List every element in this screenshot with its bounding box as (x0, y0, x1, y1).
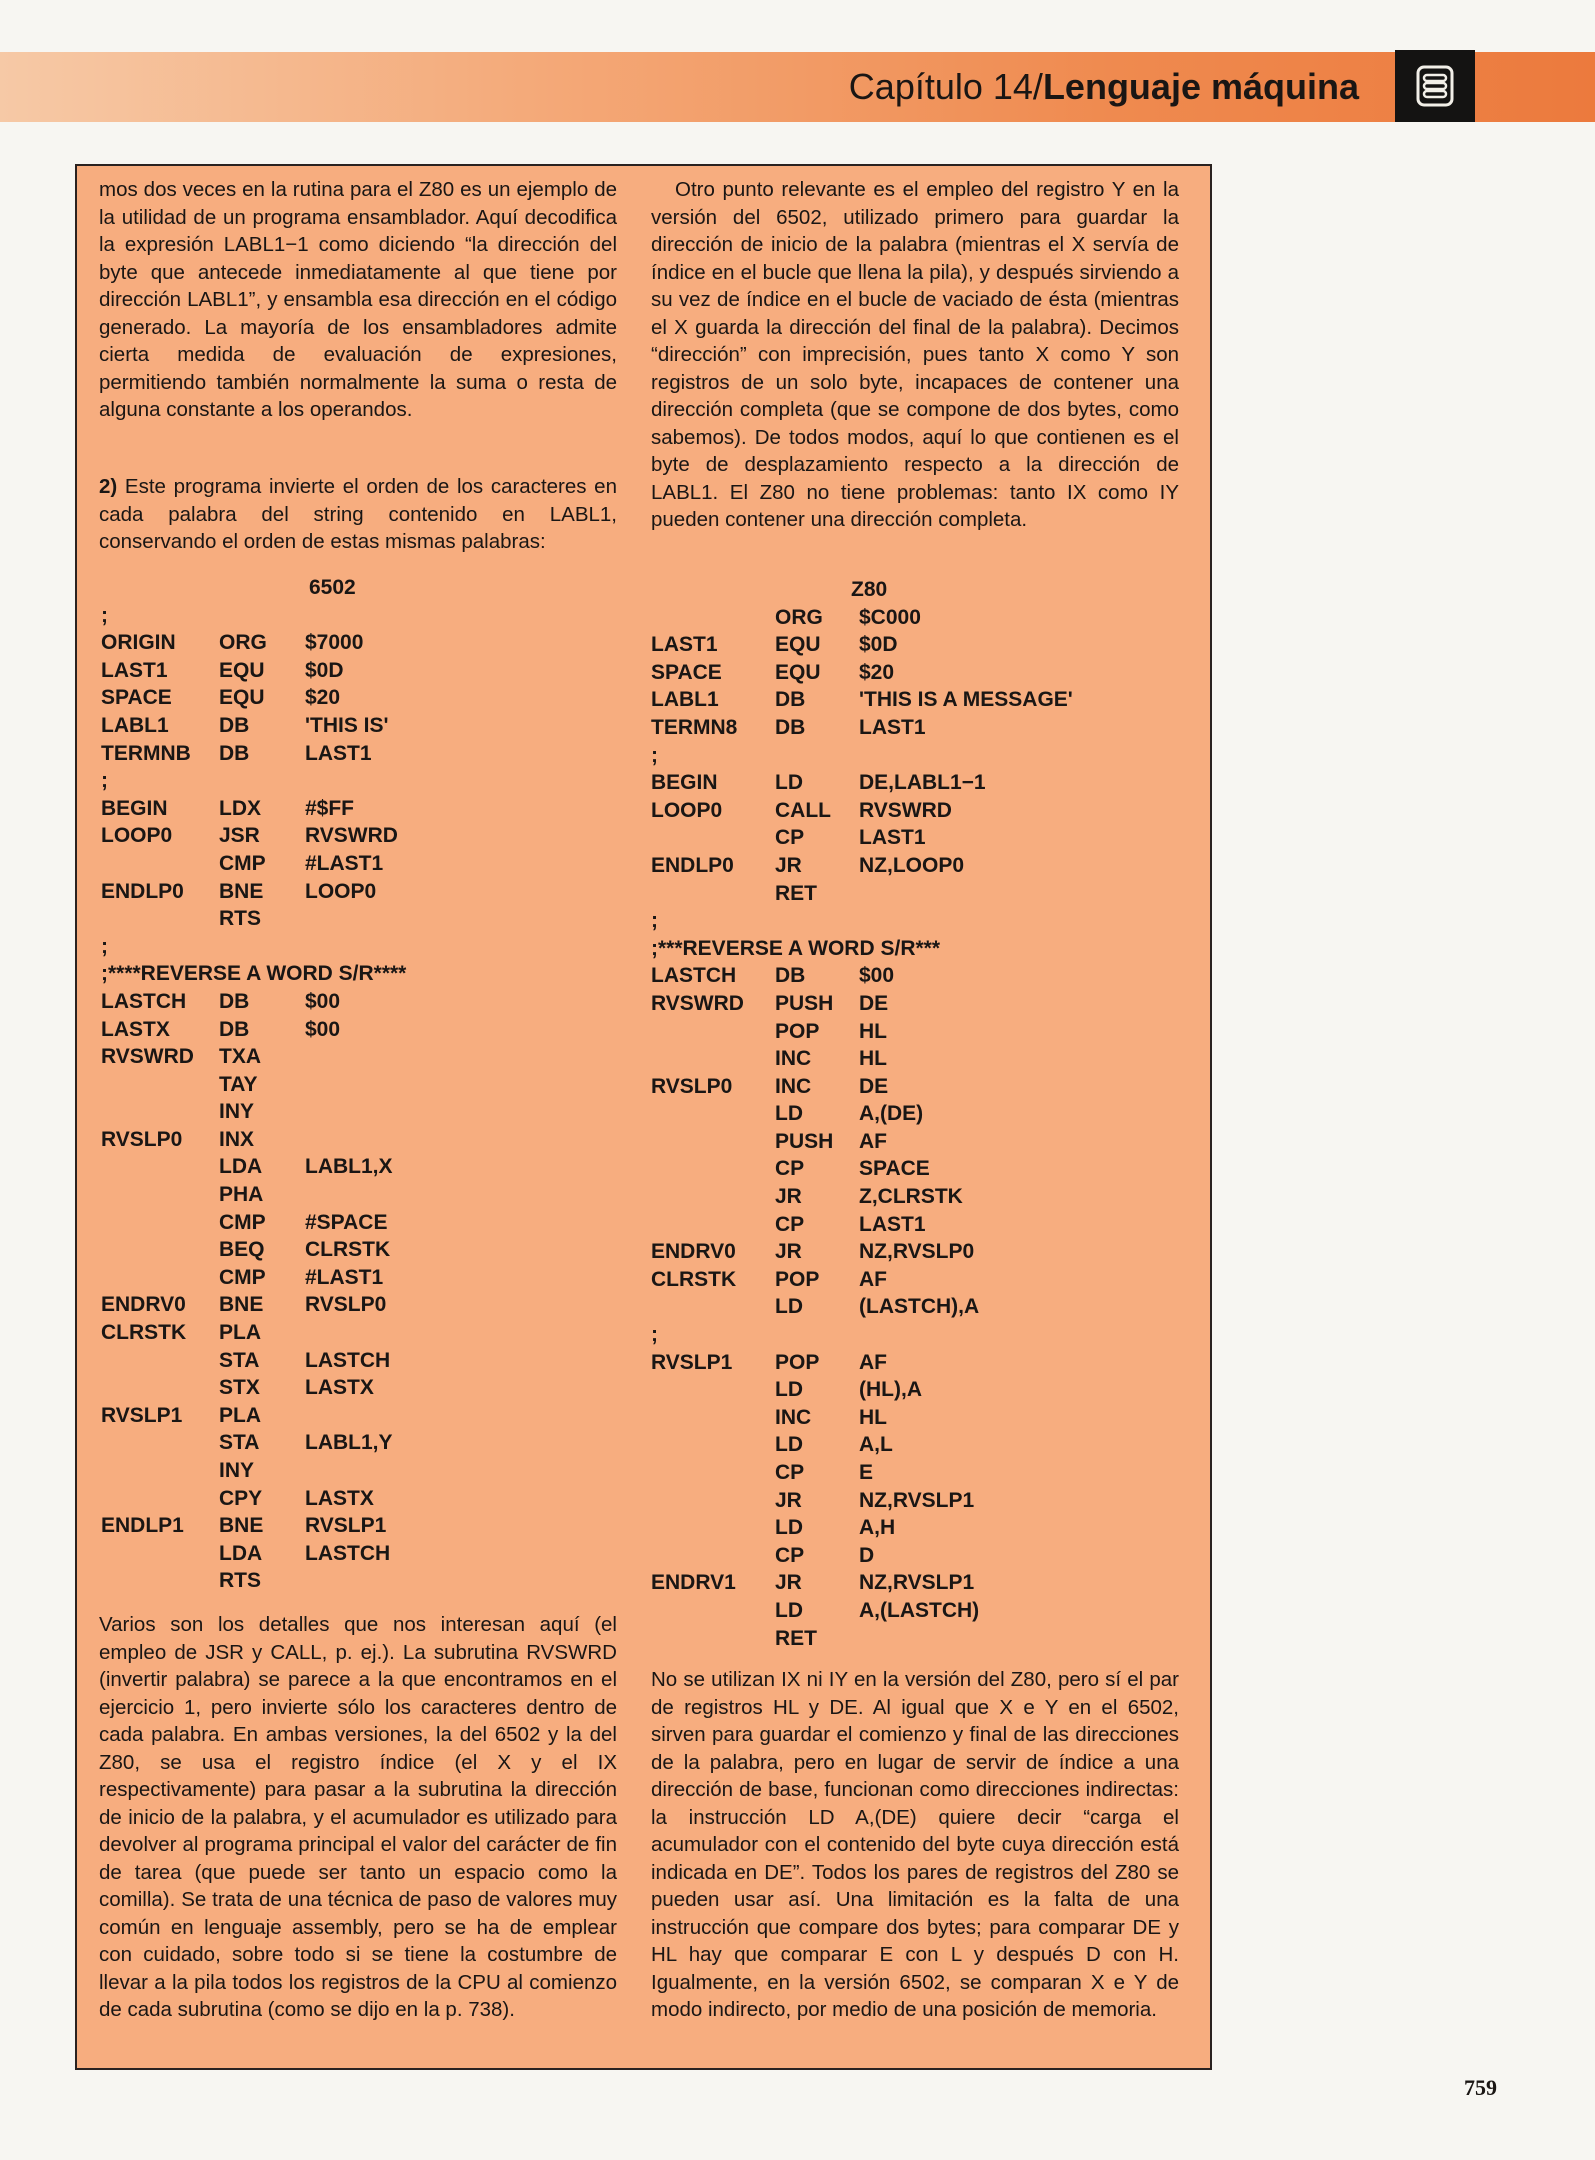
code-operand: LOOP0 (305, 879, 377, 903)
code-line (651, 1321, 1179, 1349)
code-opcode: LD (775, 1378, 803, 1402)
code-operand: SPACE (859, 1157, 930, 1181)
code-opcode: EQU (775, 633, 821, 657)
code-opcode: JR (775, 1185, 802, 1209)
code-operand: (LASTCH),A (859, 1295, 980, 1319)
code-opcode: STA (219, 1431, 260, 1455)
code-opcode: LDX (219, 796, 261, 820)
code-opcode: DB (775, 715, 806, 739)
code-line (99, 1567, 617, 1595)
code-opcode: RTS (219, 1569, 261, 1593)
right-paragraph-1: Otro punto relevante es el empleo del registro Y en la versión del 6502, utilizado primero para guardar la dirección de inicio de la palabra (mientras el X servía de índice en el bucle que llena la pila), y después sirviendo a su vez de índice en el bucle de vaciado de ésta (mientras el X guarda la dirección del final de la palabra). Decimos “dirección” con imprecisión, pues tanto X como Y son registros de un solo byte, incapaces de contener una dirección completa (que se compone de dos bytes, como sabemos). De todos modos, aquí lo que contienen es el byte de desplazamiento respecto a la dirección de LABL1. El Z80 no tiene problemas: tanto IX como IY pueden contener una dirección completa. (651, 178, 1179, 531)
code-line (651, 1514, 1179, 1542)
code-opcode: INY (219, 1459, 255, 1482)
code-label: ENDLP0 (101, 879, 184, 903)
code-operand: E (859, 1461, 874, 1484)
code-operand: AF (859, 1267, 887, 1291)
code-line (651, 631, 1179, 659)
chapter-icon-box (1395, 50, 1475, 122)
code-opcode: CMP (219, 1210, 266, 1234)
code-operand: AF (859, 1350, 887, 1374)
code-line (99, 1071, 617, 1099)
code-line (651, 769, 1179, 797)
code-label: LAST1 (651, 633, 718, 657)
code-listing-6502 (99, 574, 617, 1595)
code-opcode: POP (775, 1350, 820, 1374)
code-opcode: LD (775, 1516, 803, 1540)
code-label: RVSWRD (101, 1045, 194, 1069)
code-opcode: LD (775, 1102, 803, 1126)
code-opcode: TXA (219, 1045, 261, 1069)
code-opcode: INY (219, 1100, 255, 1124)
code-operand: DE (859, 991, 889, 1015)
code-operand: RVSWRD (305, 824, 398, 848)
code-line (651, 852, 1179, 880)
code-line (99, 1153, 617, 1181)
code-line (651, 1073, 1179, 1101)
code-label: CLRSTK (651, 1267, 737, 1291)
code-opcode: CP (775, 1543, 805, 1567)
code-line (99, 1374, 617, 1402)
code-line (99, 657, 617, 685)
code-operand: RVSWRD (859, 798, 952, 822)
code-label: ; (101, 769, 108, 793)
code-operand: HL (859, 1405, 887, 1429)
code-opcode: CP (775, 1212, 805, 1236)
code-line (651, 659, 1179, 687)
code-line (651, 1349, 1179, 1377)
code-operand: $00 (859, 964, 895, 988)
code-label: ENDRV0 (651, 1240, 736, 1264)
code-label: ;****REVERSE A WORD S/R**** (101, 962, 407, 986)
code-label: ORIGIN (101, 631, 176, 655)
code-label: LABL1 (101, 713, 169, 737)
code-opcode: RET (775, 881, 817, 905)
code-opcode: BEQ (219, 1238, 265, 1262)
code-operand: A,(LASTCH) (859, 1598, 980, 1622)
code-operand: LASTX (305, 1486, 374, 1510)
code-line (651, 714, 1179, 742)
code-line (651, 1238, 1179, 1266)
code-line (99, 767, 617, 795)
code-opcode: DB (219, 1017, 250, 1041)
code-line (651, 990, 1179, 1018)
code-operand: 'THIS IS' (305, 713, 389, 737)
code-line (651, 1183, 1179, 1211)
code-label: BEGIN (101, 796, 168, 820)
code-label: SPACE (651, 660, 722, 684)
code-opcode: TAY (219, 1072, 258, 1096)
code-operand: LABL1,Y (305, 1431, 393, 1455)
code-operand: NZ,RVSLP1 (859, 1488, 975, 1512)
code-line (651, 1293, 1179, 1321)
code-line (651, 962, 1179, 990)
code-operand: LAST1 (305, 741, 372, 765)
code-operand: #LAST1 (305, 1265, 384, 1289)
code-opcode: JR (775, 1488, 802, 1512)
code-line (99, 795, 617, 823)
code-line (99, 1402, 617, 1430)
left-paragraph-1: mos dos veces en la rutina para el Z80 es un ejemplo de la utilidad de un programa ensamblador. Aquí decodifica la expresión LABL1−1 como diciendo “la dirección del byte que antecede inmediatamente al que tiene por dirección LABL1”, y ensambla esa dirección en el código generado. La mayoría de los ensambladores admite cierta medida de evaluación de expresiones, permitiendo también normalmente la suma o resta de alguna constante a los operandos. (99, 178, 617, 421)
code-opcode: ORG (219, 631, 267, 655)
code-opcode: INC (775, 1074, 812, 1098)
code-line (651, 797, 1179, 825)
code-opcode: LDA (219, 1155, 263, 1179)
code-line (651, 686, 1179, 714)
code-line (99, 960, 617, 988)
code-opcode: CP (775, 1157, 805, 1181)
code-opcode: LD (775, 771, 803, 795)
code-operand: RVSLP0 (305, 1293, 387, 1317)
code-line (99, 740, 617, 768)
code-opcode: JR (775, 1571, 802, 1595)
code-title-z80: Z80 (851, 578, 888, 601)
code-operand: #SPACE (305, 1210, 388, 1234)
code-line (651, 1459, 1179, 1487)
code-line (99, 1043, 617, 1071)
code-opcode: BNE (219, 1514, 264, 1538)
code-operand: D (859, 1543, 875, 1567)
code-operand: LABL1,X (305, 1155, 393, 1179)
code-line (99, 602, 617, 630)
code-line (99, 1236, 617, 1264)
code-label: ;***REVERSE A WORD S/R*** (651, 936, 940, 960)
code-line (99, 988, 617, 1016)
code-operand: NZ,RVSLP0 (859, 1240, 975, 1264)
code-operand: 'THIS IS A MESSAGE' (859, 688, 1073, 712)
code-operand: $0D (859, 633, 898, 657)
code-title-6502: 6502 (309, 576, 356, 599)
code-line (99, 1457, 617, 1485)
code-label: ; (651, 1323, 658, 1347)
code-label: ; (101, 934, 108, 958)
code-label: LAST1 (101, 658, 168, 682)
code-line (99, 1264, 617, 1292)
chapter-name: Lenguaje máquina (1042, 66, 1359, 107)
code-opcode: DB (219, 713, 250, 737)
code-label: ENDRV0 (101, 1293, 186, 1317)
code-operand: LAST1 (859, 1212, 926, 1236)
code-line (651, 1128, 1179, 1156)
code-line (99, 878, 617, 906)
code-label: LOOP0 (651, 798, 723, 822)
code-line (651, 880, 1179, 908)
code-opcode: INX (219, 1127, 255, 1151)
code-opcode: POP (775, 1267, 820, 1291)
code-opcode: DB (219, 989, 250, 1013)
code-listing-z80 (651, 576, 1179, 1652)
code-line (651, 604, 1179, 632)
code-opcode: PUSH (775, 991, 834, 1015)
code-line (99, 1429, 617, 1457)
code-opcode: CALL (775, 798, 831, 822)
code-operand: $7000 (305, 631, 364, 655)
code-label: ; (651, 743, 658, 767)
page-number: 759 (1464, 2075, 1497, 2100)
code-line (99, 1098, 617, 1126)
code-opcode: PUSH (775, 1129, 834, 1153)
code-line (651, 1487, 1179, 1515)
code-line (651, 742, 1179, 770)
code-line (99, 629, 617, 657)
code-label: LABL1 (651, 688, 719, 712)
code-operand: HL (859, 1047, 887, 1071)
code-line (651, 824, 1179, 852)
code-opcode: POP (775, 1019, 820, 1043)
code-opcode: LD (775, 1598, 803, 1622)
code-label: ; (101, 603, 108, 627)
code-opcode: LD (775, 1433, 803, 1457)
code-operand: #$FF (305, 796, 355, 820)
code-opcode: INC (775, 1047, 812, 1071)
code-label: ENDLP0 (651, 853, 734, 877)
code-line (651, 1211, 1179, 1239)
code-line (99, 1347, 617, 1375)
code-operand: $0D (305, 658, 344, 682)
code-line (651, 1266, 1179, 1294)
code-line (651, 1155, 1179, 1183)
code-line (99, 1512, 617, 1540)
code-line (99, 684, 617, 712)
left-paragraph-2-text: Este programa invierte el orden de los caracteres en cada palabra del string contenido en LABL1, conservando el orden de estas mismas palabras: (99, 475, 617, 553)
code-line (651, 1018, 1179, 1046)
code-operand: NZ,LOOP0 (859, 853, 965, 877)
code-label: RVSLP1 (651, 1350, 733, 1374)
code-operand: HL (859, 1019, 887, 1043)
code-operand: $20 (305, 686, 341, 710)
code-opcode: EQU (219, 658, 265, 682)
code-label: RVSWRD (651, 991, 744, 1015)
code-operand: DE (859, 1074, 889, 1098)
chapter-title (849, 62, 1359, 112)
code-operand: #LAST1 (305, 851, 384, 875)
code-opcode: DB (775, 964, 806, 988)
code-opcode: JSR (219, 824, 260, 848)
code-line (99, 905, 617, 933)
code-line (651, 1045, 1179, 1073)
code-opcode: CMP (219, 1265, 266, 1289)
code-line (99, 850, 617, 878)
code-operand: LAST1 (859, 826, 926, 850)
code-line (99, 1540, 617, 1568)
code-operand: A,H (859, 1516, 896, 1540)
code-label: ENDLP1 (101, 1514, 184, 1538)
code-opcode: BNE (219, 1293, 264, 1317)
code-label: CLRSTK (101, 1321, 187, 1345)
code-opcode: STA (219, 1348, 260, 1372)
code-opcode: CP (775, 826, 805, 850)
code-operand: DE,LABL1−1 (859, 771, 986, 795)
code-line (99, 712, 617, 740)
code-operand: Z,CLRSTK (859, 1185, 963, 1209)
code-line (651, 1431, 1179, 1459)
code-opcode: CP (775, 1461, 805, 1484)
code-opcode: BNE (219, 879, 264, 903)
code-opcode: JR (775, 1240, 802, 1264)
code-label: RVSLP0 (651, 1074, 733, 1098)
left-paragraph-3: Varios son los detalles que nos interesan aquí (el empleo de JSR y CALL, p. ej.). La subrutina RVSWRD (invertir palabra) se parece a la que encontramos en el ejercicio 1, pero invierte sólo los caracteres dentro de cada palabra. En ambas versiones, la del 6502 y la del Z80, se usa el registro índice (el X y el IX respectivamente) para pasar a la subrutina la dirección de inicio de la palabra, y el acumulador es utilizado para devolver al programa principal el valor del carácter de fin de tarea (que puede ser tanto un espacio como la comilla). Se trata de una técnica de paso de valores muy común en lenguaje assembly, pero se ha de emplear con cuidado, sobre todo si se tiene la costumbre de llevar a la pila todos los registros de la CPU al comienzo de cada subrutina (como se dijo en la p. 738). (99, 1613, 617, 2021)
code-operand: $00 (305, 1017, 341, 1041)
code-label: BEGIN (651, 771, 718, 795)
code-line (651, 1542, 1179, 1570)
book-stack-icon (1415, 64, 1455, 108)
code-label: ; (651, 909, 658, 933)
code-line (99, 1016, 617, 1044)
code-opcode: LDA (219, 1541, 263, 1565)
code-line (651, 1625, 1179, 1653)
code-operand: AF (859, 1129, 887, 1153)
code-label: TERMNB (101, 741, 191, 765)
code-opcode: STX (219, 1376, 260, 1400)
code-label: RVSLP0 (101, 1127, 183, 1151)
code-line (651, 1100, 1179, 1128)
code-line (651, 935, 1179, 963)
code-line (99, 1291, 617, 1319)
code-operand: $C000 (859, 605, 921, 629)
code-operand: CLRSTK (305, 1238, 391, 1262)
code-line (99, 1319, 617, 1347)
code-opcode: RTS (219, 907, 261, 931)
code-opcode: INC (775, 1405, 812, 1429)
code-operand: A,L (859, 1433, 893, 1457)
code-line (651, 907, 1179, 935)
code-operand: RVSLP1 (305, 1514, 387, 1538)
code-opcode: PLA (219, 1321, 261, 1345)
code-line (99, 1209, 617, 1237)
code-label: LOOP0 (101, 824, 173, 848)
code-label: SPACE (101, 686, 172, 710)
code-operand: LASTCH (305, 1348, 391, 1372)
code-label: TERMN8 (651, 715, 738, 739)
code-line (651, 1597, 1179, 1625)
code-label: LASTCH (651, 964, 737, 988)
code-operand: LASTX (305, 1376, 374, 1400)
code-label: LASTX (101, 1017, 170, 1041)
code-line (99, 822, 617, 850)
code-operand: NZ,RVSLP1 (859, 1571, 975, 1595)
chapter-label: Capítulo 14/ (848, 66, 1043, 107)
code-line (99, 933, 617, 961)
code-label: ENDRV1 (651, 1571, 736, 1595)
code-opcode: DB (775, 688, 806, 712)
code-opcode: LD (775, 1295, 803, 1319)
code-operand: LAST1 (859, 715, 926, 739)
code-opcode: JR (775, 853, 802, 877)
code-line (651, 1569, 1179, 1597)
code-opcode: DB (219, 741, 250, 765)
right-paragraph-2: No se utilizan IX ni IY en la versión del Z80, pero sí el par de registros HL y DE. Al igual que X e Y en el 6502, sirven para guardar el comienzo y final de las direcciones de la palabra, pero en lugar de servir de índice a una dirección de base, funcionan como direcciones indirectas: la instrucción LD A,(DE) quiere decir “carga el acumulador con el contenido del byte cuya dirección está indicada en DE”. Todos los pares de registros del Z80 se pueden usar así. Una limitación es la falta de una instrucción que compare dos bytes; para comparar DE y HL hay que comparar E con L y después D con H. Igualmente, en la versión 6502, se comparan X e Y de modo indirecto, por medio de una posición de memoria. (651, 1668, 1179, 2021)
code-label: RVSLP1 (101, 1403, 183, 1427)
code-opcode: CPY (219, 1486, 263, 1510)
code-line (651, 1376, 1179, 1404)
code-opcode: PLA (219, 1403, 261, 1427)
code-opcode: RET (775, 1626, 817, 1650)
code-line (99, 1181, 617, 1209)
code-opcode: PHA (219, 1183, 264, 1207)
code-operand: $20 (859, 660, 895, 684)
exercise-number: 2) (99, 475, 118, 498)
code-operand: A,(DE) (859, 1102, 924, 1126)
code-line (651, 1404, 1179, 1432)
left-paragraph-2 (99, 473, 617, 556)
code-line (99, 1126, 617, 1154)
code-opcode: ORG (775, 605, 823, 629)
code-operand: LASTCH (305, 1541, 391, 1565)
code-opcode: EQU (219, 686, 265, 710)
code-label: LASTCH (101, 989, 187, 1013)
code-operand: (HL),A (859, 1378, 922, 1402)
code-opcode: CMP (219, 851, 266, 875)
code-opcode: EQU (775, 660, 821, 684)
code-line (99, 1485, 617, 1513)
code-operand: $00 (305, 989, 341, 1013)
content-frame (75, 164, 1212, 2070)
